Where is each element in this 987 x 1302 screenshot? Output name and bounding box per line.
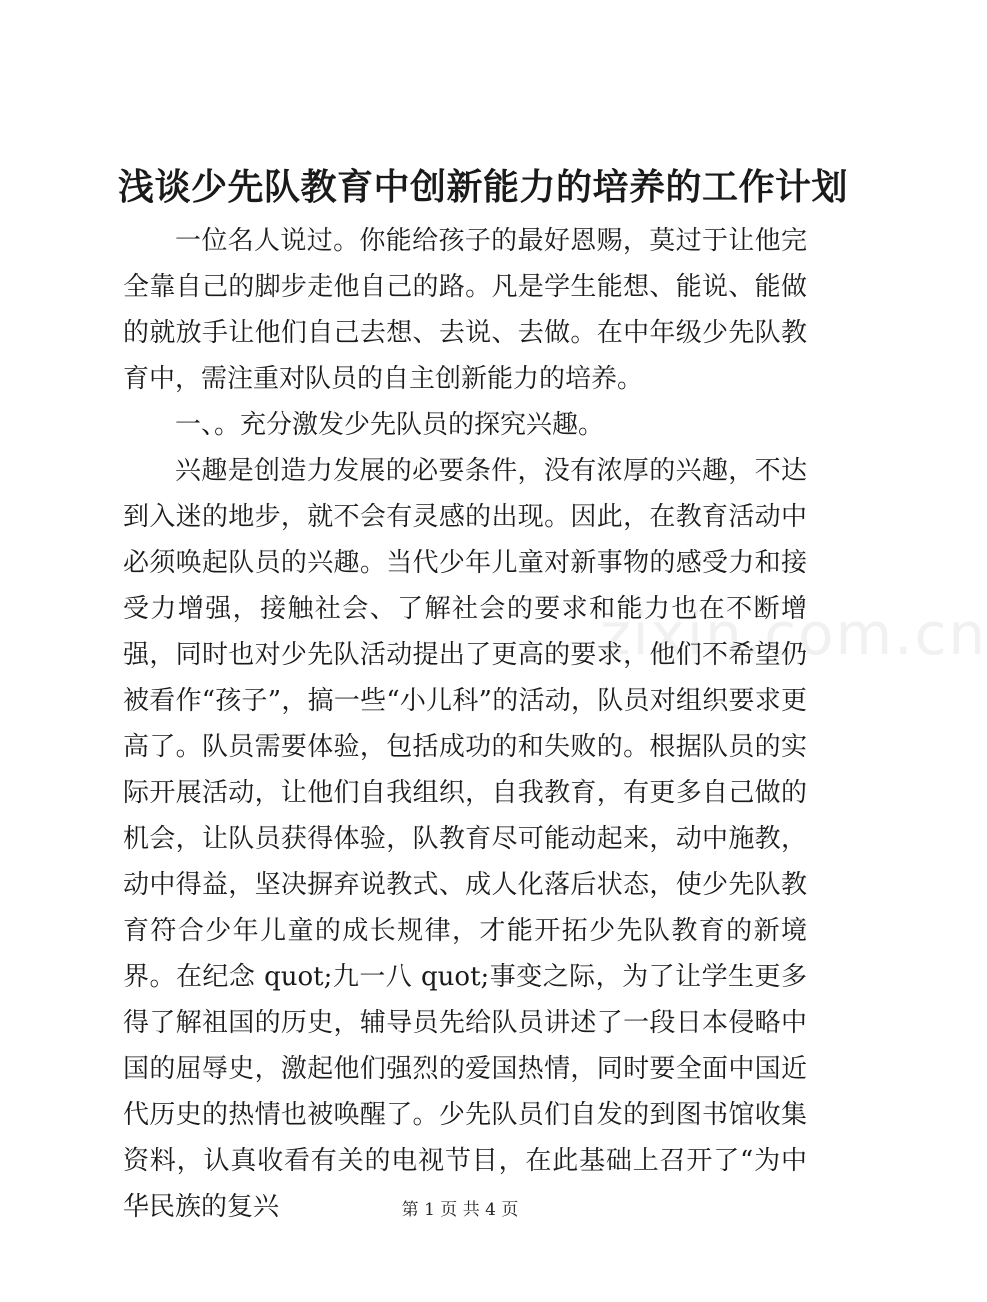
page-footer: 第 1 页 共 4 页 [401,1200,519,1220]
paragraph-intro: 一位名人说过。你能给孩子的最好恩赐，莫过于让他完全靠自己的脚步走他自己的路。凡是学生能想、能说、能做的就放手让他们自己去想、去说、去做。在中年级少先队教育中，需注重对队员的自主创新能力的培养。 [123,226,807,394]
document-body [123,218,807,1230]
watermark: zixin.com.cn [600,600,987,668]
paragraph-section-heading: 一、。充分激发少先队员的探究兴趣。 [175,410,605,440]
paragraph-interest: 兴趣是创造力发展的必要条件，没有浓厚的兴趣，不达到入迷的地步，就不会有灵感的出现。因此，在教育活动中必须唤起队员的兴趣。当代少年儿童对新事物的感受力和接受力增强，接触社会、了解社会的要求和能力也在不断增强，同时也对少先队活动提出了更高的要求，他们不希望仍被看作“孩子”，搞一些“小儿科”的活动，队员对组织要求更高了。队员需要体验，包括成功的和失败的。根据队员的实际开展活动，让他们自我组织，自我教育，有更多自己做的机会，让队员获得体验，队教育尽可能动起来，动中施教，动中得益，坚决摒弃说教式、成人化落后状态，使少先队教育符合少年儿童的成长规律，才能开拓少先队教育的新境界。在纪念 quot;九一八 quot;事变之际，为了让学生更多得了解祖国的历史，辅导员先给队员讲述了一段日本侵略中国的屈辱史，激起他们强烈的爱国热情，同时要全面中国近代历史的热情也被唤醒了。少先队员们自发的到图书馆收集资料，认真收看有关的电视节目，在此基础上召开了“为中华民族的复兴 [123,456,807,1222]
document-title: 浅谈少先队教育中创新能力的培养的工作计划 [118,167,849,208]
